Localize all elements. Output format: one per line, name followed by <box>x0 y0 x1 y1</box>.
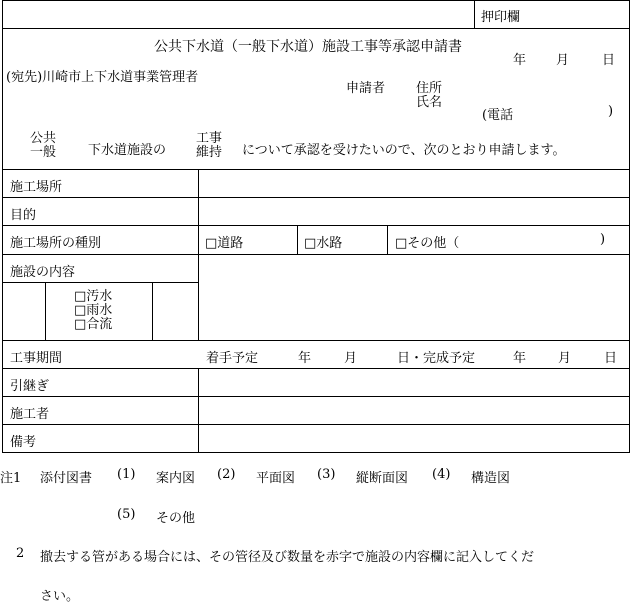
row-label-contractor: 施工者 <box>10 407 50 422</box>
form-title: 公共下水道（一般下水道）施設工事等承認申請書 <box>154 39 462 55</box>
row-line-facility-label <box>2 282 199 283</box>
row-line-2 <box>2 225 630 226</box>
note1-prefix: 注1 <box>0 471 22 486</box>
choice-construction: 工事 <box>196 131 223 146</box>
checkbox-other[interactable]: □その他（ <box>395 236 460 251</box>
request-tail: について承認を受けたいので、次のとおり申請します。 <box>242 143 566 158</box>
period-year-1: 年 <box>298 351 312 366</box>
attachment-label-5: その他 <box>156 511 196 526</box>
outer-border-right <box>629 0 630 453</box>
checkbox-rainwater[interactable]: □雨水 <box>74 303 113 318</box>
applicant-phone-close: ) <box>608 104 614 119</box>
row-line-3 <box>2 254 630 255</box>
attachment-num-4: (4) <box>432 467 451 482</box>
addressee: (宛先)川崎市上下水道事業管理者 <box>6 70 199 85</box>
attachment-label-1: 案内図 <box>156 471 196 486</box>
applicant-address-label: 住所 <box>416 81 443 96</box>
attachment-label-4: 構造図 <box>471 471 511 486</box>
attachment-num-5: (5) <box>117 507 136 522</box>
facility-inner-left <box>45 282 46 340</box>
period-year-2: 年 <box>513 351 527 366</box>
date-day: 日 <box>602 53 616 68</box>
row-line-6 <box>2 396 630 397</box>
row-label-takeover: 引継ぎ <box>10 379 50 394</box>
outer-border-top <box>2 0 630 1</box>
checkbox-waterway[interactable]: □水路 <box>304 236 343 251</box>
attachment-label-2: 平面図 <box>256 471 296 486</box>
attachment-num-2: (2) <box>217 467 236 482</box>
outer-border-bottom <box>2 452 630 453</box>
facility-inner-right <box>152 282 153 340</box>
label-column-divider <box>198 169 199 340</box>
request-middle: 下水道施設の <box>88 143 167 158</box>
date-year: 年 <box>513 53 527 68</box>
choice-public: 公共 <box>30 131 57 146</box>
row-label-remarks: 備考 <box>10 435 37 450</box>
checkbox-combined[interactable]: □合流 <box>74 317 113 332</box>
row-label-facility: 施設の内容 <box>10 265 76 280</box>
outer-border-left <box>2 0 3 453</box>
checkbox-road[interactable]: □道路 <box>205 236 244 251</box>
note1-attachments: 添付図書 <box>40 471 93 486</box>
row-label-purpose: 目的 <box>10 208 37 223</box>
row-line-1 <box>2 197 630 198</box>
row-line-7 <box>2 424 630 425</box>
row-line-4 <box>2 340 630 341</box>
header-bottom-line <box>2 169 630 170</box>
stamp-box-divider <box>474 0 475 29</box>
attachment-num-3: (3) <box>317 467 336 482</box>
row-line-5 <box>2 368 630 369</box>
checkbox-sewage[interactable]: □汚水 <box>74 289 113 304</box>
stamp-box-label: 押印欄 <box>481 10 521 25</box>
period-month-1: 月 <box>344 351 358 366</box>
applicant-role: 申請者 <box>346 81 386 96</box>
applicant-phone-open: (電話 <box>482 108 514 123</box>
header-top-line <box>2 28 630 29</box>
note2-num: 2 <box>16 546 25 561</box>
attachment-label-3: 縦断面図 <box>356 471 409 486</box>
attachment-num-1: (1) <box>117 467 136 482</box>
date-month: 月 <box>556 53 570 68</box>
choice-maintenance: 維持 <box>196 145 223 160</box>
note2-line1: 撤去する管がある場合には、その管径及び数量を赤字で施設の内容欄に記入してくだ <box>40 550 535 565</box>
row-label-site-type: 施工場所の種別 <box>10 236 102 251</box>
period-day-1: 日・完成予定 <box>397 351 476 366</box>
period-month-2: 月 <box>558 351 572 366</box>
row-label-period: 工事期間 <box>10 351 63 366</box>
period-start-label: 着手予定 <box>206 351 259 366</box>
applicant-name-label: 氏名 <box>416 95 443 110</box>
other-close-paren: ) <box>600 232 606 247</box>
row-label-site: 施工場所 <box>10 180 63 195</box>
note2-line2: さい。 <box>40 589 80 604</box>
choice-general: 一般 <box>30 145 57 160</box>
site-type-divider-1 <box>297 225 298 255</box>
site-type-divider-2 <box>387 225 388 255</box>
label-column-divider-lower <box>198 368 199 453</box>
period-day-2: 日 <box>604 351 618 366</box>
